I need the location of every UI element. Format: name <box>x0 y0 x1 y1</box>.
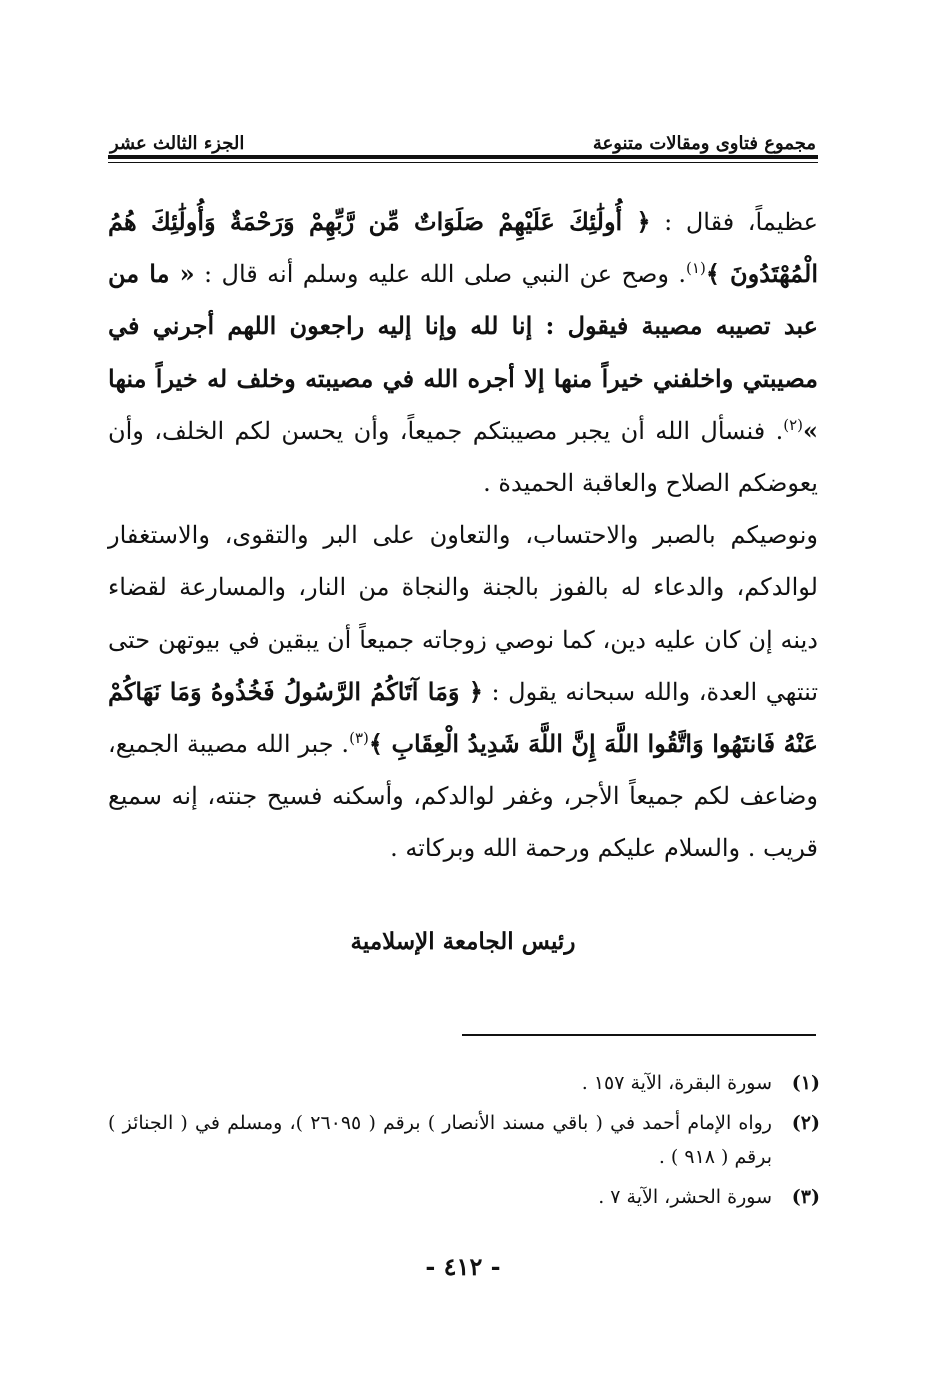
header-rule-thin <box>108 162 818 163</box>
signature: رئيس الجامعة الإسلامية <box>350 928 576 955</box>
footnote-ref-2: (٢) <box>783 415 803 434</box>
footnote-item <box>108 1066 820 1100</box>
page-header <box>110 120 816 154</box>
paragraph-2 <box>108 509 818 874</box>
p1-intro: عظيماً، فقال : <box>650 208 818 236</box>
quran-quote-2: ﴿ وَمَا آتَاكُمُ الرَّسُولُ فَخُذُوهُ وَمَا نَهَاكُمْ عَنْهُ فَانتَهُوا وَاتَّقُوا اللَّهَ إِنَّ اللَّهَ شَدِيدُ الْعِقَابِ ﴾ <box>108 676 818 759</box>
footnote-number: (٢) <box>791 1112 820 1134</box>
p1-end: . فنسأل الله أن يجبر مصيبتكم جميعاً، وأن يحسن لكم الخلف، وأن يعوضكم الصلاح والعاقبة الحميدة . <box>108 416 818 498</box>
footnote-ref-3: (٣) <box>349 729 369 748</box>
volume-label: الجزء الثالث عشر <box>110 133 245 154</box>
footnote-rule <box>462 1034 816 1036</box>
footnote-text: رواه الإمام أحمد في ( باقي مسند الأنصار ) برقم ( ٢٦٠٩٥ )، ومسلم في ( الجنائز ) برقم ( ٩١٨ ) . <box>108 1112 772 1168</box>
p2-start: ونوصيكم بالصبر والاحتساب، والتعاون على البر والتقوى، والاستغفار لوالدكم، والدعاء له بالفوز بالجنة والنجاة من النار، والمسارعة لقضاء دينه إن كان عليه دين، كما نوصي زوجاته جميعاً أن يبقين في بيوتهن حتى تنتهي العدة، والله سبحانه يقول : <box>108 521 818 706</box>
quran-quote-1: ﴿ أُولَٰئِكَ عَلَيْهِمْ صَلَوَاتٌ مِّن رَّبِّهِمْ وَرَحْمَةٌ وَأُولَٰئِكَ هُمُ الْمُهْتَدُونَ ﴾ <box>108 207 818 289</box>
body-text <box>108 196 818 875</box>
footnote-number: (٣) <box>791 1186 820 1208</box>
hadith-quote: « ما من عبد تصيبه مصيبة فيقول : إنا لله وإنا إليه راجعون اللهم أجرني في مصيبتي واخلفني خيراً منها إلا أجره الله في مصيبته وخلف له خيراً منها » <box>108 259 818 445</box>
p2-end: . جبر الله مصيبة الجميع، وضاعف لكم جميعاً الأجر، وغفر لوالدكم، وأسكنه فسيح جنته، إنه سميع قريب . والسلام عليكم ورحمة الله وبركاته . <box>108 730 818 863</box>
footnote-number: (١) <box>791 1072 820 1094</box>
footnote-ref-1: (١) <box>686 259 706 278</box>
paragraph-1 <box>108 196 818 509</box>
p1-after: . وصح عن النبي صلى الله عليه وسلم أنه قال : <box>194 260 687 289</box>
footnotes <box>108 1066 820 1220</box>
footnote-text: سورة البقرة، الآية ١٥٧ . <box>581 1072 772 1094</box>
page-number: - ٤١٢ - <box>425 1252 501 1281</box>
book-title: مجموع فتاوى ومقالات متنوعة <box>592 133 816 154</box>
footnote-text: سورة الحشر، الآية ٧ . <box>598 1186 772 1208</box>
footnote-item <box>108 1180 820 1214</box>
footnote-item <box>108 1106 820 1174</box>
header-rule <box>108 155 818 159</box>
